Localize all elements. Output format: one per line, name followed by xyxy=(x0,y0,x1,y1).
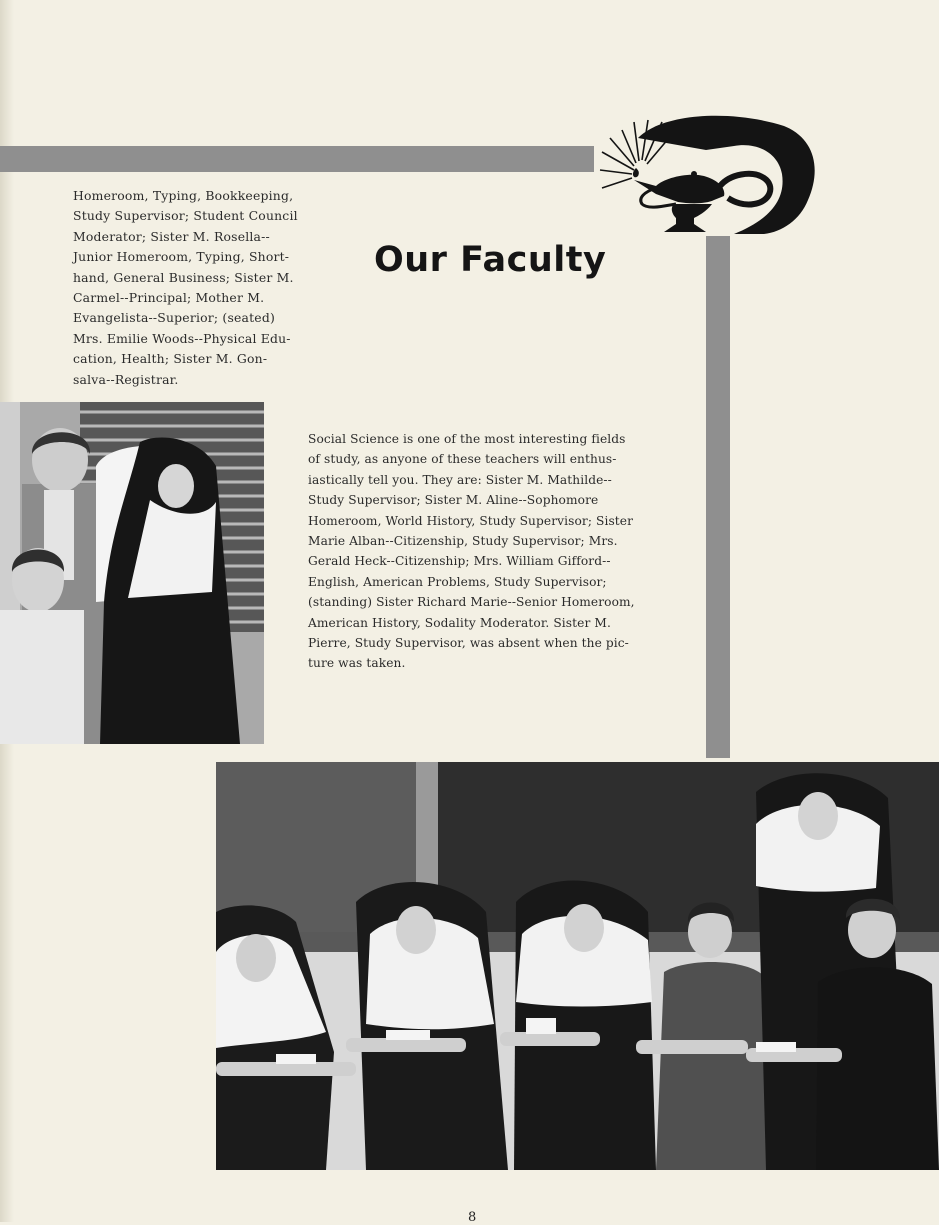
faculty-photo-small xyxy=(0,402,264,744)
caption-line: Moderator; Sister M. Rosella-- xyxy=(73,228,270,244)
page-title: Our Faculty xyxy=(374,240,607,280)
caption-line: cation, Health; Sister M. Gon- xyxy=(73,351,268,367)
top-caption xyxy=(73,186,323,390)
caption-line: (standing) Sister Richard Marie--Senior Homeroom, xyxy=(308,595,635,610)
page-number: 8 xyxy=(468,1210,477,1225)
caption-line: ture was taken. xyxy=(308,656,406,671)
lamp-of-learning-icon xyxy=(594,108,820,238)
caption-line: Evangelista--Superior; (seated) xyxy=(73,310,276,326)
caption-line: of study, as anyone of these teachers will enthus- xyxy=(308,452,617,467)
caption-line: Pierre, Study Supervisor, was absent when the pic- xyxy=(308,636,629,651)
caption-line: Homeroom, World History, Study Supervisor; Sister xyxy=(308,513,634,528)
caption-line: Carmel--Principal; Mother M. xyxy=(73,290,265,306)
caption-line: hand, General Business; Sister M. xyxy=(73,269,294,285)
caption-line: English, American Problems, Study Supervisor; xyxy=(308,574,607,589)
social-science-caption xyxy=(308,429,678,674)
caption-line: Mrs. Emilie Woods--Physical Edu- xyxy=(73,330,291,346)
caption-line: Homeroom, Typing, Bookkeeping, xyxy=(73,188,294,203)
header-gray-bar xyxy=(0,146,594,172)
caption-line: salva--Registrar. xyxy=(73,371,179,387)
caption-line: American History, Sodality Moderator. Sister M. xyxy=(308,615,611,630)
caption-line: Social Science is one of the most interesting fields xyxy=(308,432,626,446)
vertical-gray-bar xyxy=(706,236,730,758)
caption-line: Study Supervisor; Student Council xyxy=(73,208,298,224)
caption-line: Junior Homeroom, Typing, Short- xyxy=(73,249,290,265)
caption-line: iastically tell you. They are: Sister M. Mathilde-- xyxy=(308,472,612,487)
caption-line: Gerald Heck--Citizenship; Mrs. William Gifford-- xyxy=(308,554,611,569)
caption-line: Study Supervisor; Sister M. Aline--Sophomore xyxy=(308,493,599,508)
caption-line: Marie Alban--Citizenship, Study Supervisor; Mrs. xyxy=(308,534,618,549)
faculty-photo-large xyxy=(216,762,939,1170)
